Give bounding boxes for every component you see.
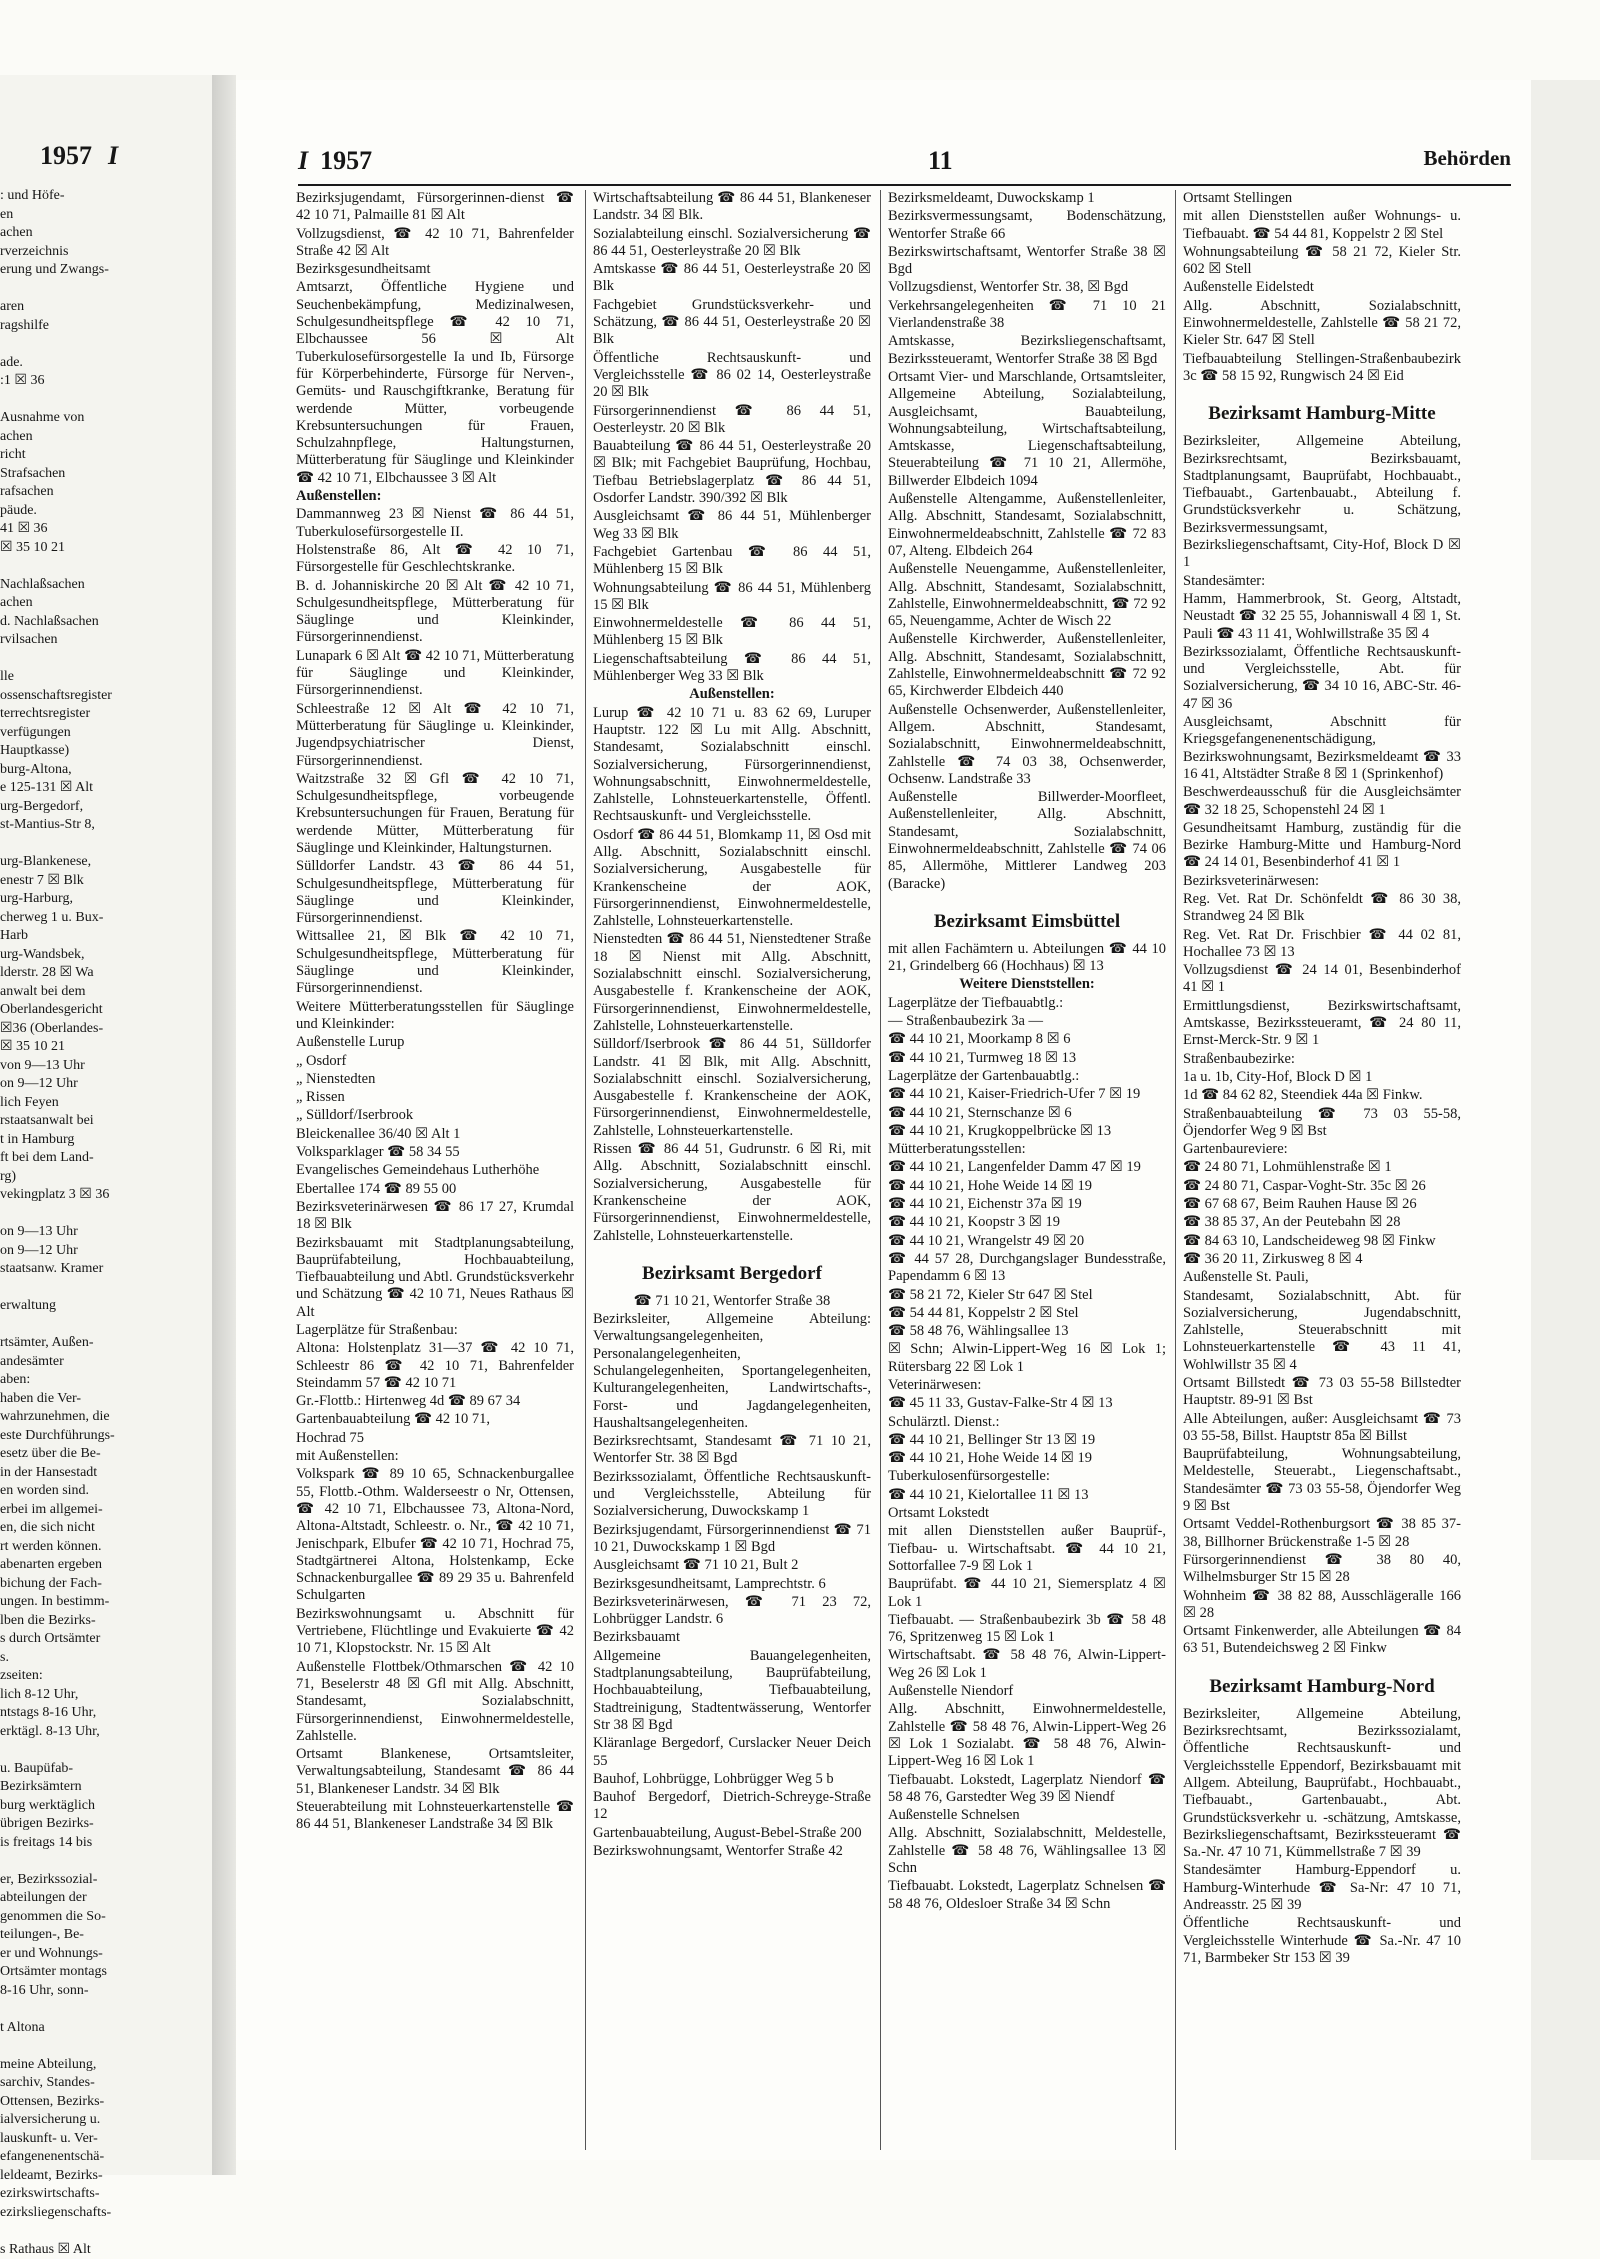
previous-page-line: aben: [0, 1371, 212, 1390]
directory-entry: Bezirksleiter, Allgemeine Abteilung, Bezirksrechtsamt, Bezirksbauamt, Stadtplanungsamt, Bauprüfabt, Hochbauabt., Tiefbauabt., Gartenbauabt., Abteilung f. Grundstücksverkehr u. Schätzung, Bezirksvermessungsamt, Bezirksliegenschaftsamt, City-Hof, Block D ☒ 1 [1183, 433, 1461, 571]
directory-entry: Bezirksjugendamt, Fürsorgerinnendienst ☎ 71 10 21, Duwockskamp 1 ☒ Bgd [593, 1522, 871, 1557]
directory-entry: Vollzugsdienst, Wentorfer Str. 38, ☒ Bgd [888, 279, 1166, 296]
previous-page-line: urg-Harburg, [0, 890, 212, 909]
directory-entry: Mütterberatungsstellen: [888, 1141, 1166, 1158]
previous-page-line: ragshilfe [0, 317, 212, 336]
directory-entry: Straßenbaubezirke: [1183, 1051, 1461, 1068]
directory-entry: Bezirkswohnungsamt u. Abschnitt für Vertriebene, Flüchtlinge und Evakuierte ☎ 42 10 71, Klopstockstr. Nr. 15 ☒ Alt [296, 1606, 574, 1658]
directory-entry: „ Sülldorf/Iserbrook [296, 1107, 574, 1124]
directory-entry: Allg. Abschnitt, Sozialabschnitt, Einwohnermeldestelle, Zahlstelle ☎ 58 21 72, Kieler Str. 647 ☒ Stell [1183, 298, 1461, 350]
previous-page-line: sarchiv, Standes- [0, 2074, 212, 2093]
directory-entry: ☎ 44 10 21, Langenfelder Damm 47 ☒ 19 [888, 1159, 1166, 1176]
district-heading: Bezirksamt Hamburg-Nord [1183, 1676, 1461, 1698]
directory-entry: Standesämter: [1183, 573, 1461, 590]
directory-entry: Tiefbauabt. Lokstedt, Lagerplatz Schnelsen ☎ 58 48 76, Oldesloer Straße 34 ☒ Schn [888, 1878, 1166, 1913]
directory-entry: ☎ 44 10 21, Moorkamp 8 ☒ 6 [888, 1031, 1166, 1048]
directory-entry: Vollzugsdienst, ☎ 42 10 71, Bahrenfelder Straße 42 ☒ Alt [296, 226, 574, 261]
directory-entry: Altona: Holstenplatz 31—37 ☎ 42 10 71, Schleestr 86 ☎ 42 10 71, Bahrenfelder Steindamm 57 ☎ 42 10 71 [296, 1340, 574, 1392]
directory-entry: Außenstelle Niendorf [888, 1683, 1166, 1700]
directory-entry: Gartenbauabteilung, August-Bebel-Straße 200 [593, 1825, 871, 1842]
directory-entry: Reg. Vet. Rat Dr. Frischbier ☎ 44 02 81, Hochallee 73 ☒ 13 [1183, 927, 1461, 962]
directory-entry: Bauprüfabt. ☎ 44 10 21, Siemersplatz 4 ☒ Lok 1 [888, 1576, 1166, 1611]
previous-page-line: d. Nachlaßsachen [0, 613, 212, 632]
directory-entry: Holstenstraße 86, Alt ☎ 42 10 71, Fürsorgestelle für Geschlechtskranke. [296, 542, 574, 577]
previous-page-line: andesämter [0, 1353, 212, 1372]
section-title: Behörden [1423, 146, 1511, 171]
previous-page-line: ungen. In bestimm- [0, 1593, 212, 1612]
column-4 [1183, 190, 1461, 2150]
previous-page-line: verfügungen [0, 724, 212, 743]
previous-page-line: erung und Zwangs- [0, 261, 212, 280]
directory-entry: Bezirksveterinärwesen ☎ 86 17 27, Krumdal 18 ☒ Blk [296, 1199, 574, 1234]
directory-entry: „ Osdorf [296, 1053, 574, 1070]
directory-entry: Lurup ☎ 42 10 71 u. 83 62 69, Luruper Hauptstr. 122 ☒ Lu mit Allg. Abschnitt, Standesamt, Sozialabschnitt einschl. Sozialversicherung, Fürsorgerinnendienst, Wohnungsabschnitt, Einwohnermeldestelle, Zahlstelle, Lohnsteuerkartenstelle, Öffentl. Rechtsauskunft- und Vergleichsstelle. [593, 705, 871, 826]
previous-page-line: on 9—12 Uhr [0, 1242, 212, 1261]
directory-entry: Ortsamt Finkenwerder, alle Abteilungen ☎ 84 63 51, Butendeichsweg 2 ☒ Finkw [1183, 1623, 1461, 1658]
directory-entry: Steuerabteilung mit Lohnsteuerkartenstelle ☎ 86 44 51, Blankeneser Landstraße 34 ☒ Blk [296, 1799, 574, 1834]
directory-entry: Kläranlage Bergedorf, Curslacker Neuer Deich 55 [593, 1735, 871, 1770]
column-2 [593, 190, 871, 2150]
directory-entry: Ausgleichsamt ☎ 86 44 51, Mühlenberger Weg 33 ☒ Blk [593, 508, 871, 543]
directory-entry: Öffentliche Rechtsauskunft- und Vergleichsstelle Winterhude ☎ Sa.-Nr. 47 10 71, Barmbeker Str 153 ☒ 39 [1183, 1915, 1461, 1967]
previous-page-line [0, 2037, 212, 2056]
page-number: 11 [928, 146, 953, 176]
directory-entry: ☎ 44 57 28, Durchgangslager Bundesstraße, Papendamm 6 ☒ 13 [888, 1251, 1166, 1286]
directory-entry: Verkehrsangelegenheiten ☎ 71 10 21 Vierlandenstraße 38 [888, 298, 1166, 333]
previous-page-line: burg werktäglich [0, 1797, 212, 1816]
previous-page-line: t in Hamburg [0, 1131, 212, 1150]
directory-entry: „ Nienstedten [296, 1071, 574, 1088]
directory-entry: Sülldorf/Iserbrook ☎ 86 44 51, Sülldorfer Landstr. 41 ☒ Blk, mit Allg. Abschnitt, Sozialabschnitt einschl. Sozialversicherung, Ausgabestelle f. Krankenscheine der AOK, Fürsorgerinnendienst, Einwohnermeldestelle, Zahlstelle, Lohnsteuerkartenstelle. [593, 1036, 871, 1140]
directory-entry: Gartenbaureviere: [1183, 1141, 1461, 1158]
directory-page [236, 80, 1531, 2160]
previous-page-line: esetz über die Be- [0, 1445, 212, 1464]
previous-page-line: urg-Bergedorf, [0, 798, 212, 817]
previous-page-line: von 9—13 Uhr [0, 1057, 212, 1076]
directory-entry: „ Rissen [296, 1089, 574, 1106]
directory-entry: ☎ 71 10 21, Wentorfer Straße 38 [593, 1293, 871, 1310]
previous-page-line: Hauptkasse) [0, 742, 212, 761]
previous-page-line: er, Bezirkssozial- [0, 1871, 212, 1890]
directory-entry: B. d. Johanniskirche 20 ☒ Alt ☎ 42 10 71, Schulgesundheitspflege, Mütterberatung für Säuglinge und Kleinkinder, Fürsorgerinnendienst. [296, 578, 574, 647]
directory-entry: ☒ Schn; Alwin-Lippert-Weg 16 ☒ Lok 1; Rütersbarg 22 ☒ Lok 1 [888, 1341, 1166, 1376]
previous-page-line: t Altona [0, 2019, 212, 2038]
previous-page-line: ft bei dem Land- [0, 1149, 212, 1168]
previous-page-line: richt [0, 446, 212, 465]
directory-entry: Fachgebiet Grundstücksverkehr- und Schätzung, ☎ 86 44 51, Oesterleystraße 20 ☒ Blk [593, 297, 871, 349]
directory-entry: Lagerplätze für Straßenbau: [296, 1322, 574, 1339]
directory-entry: Volkspark ☎ 89 10 65, Schnackenburgallee 55, Flottb.-Othm. Walderseestr o Nr, Ottensen, ☎ 42 10 71, Elbchaussee 73, Altona-Nord, Altona-Altstadt, Schleestr. o. Nr., ☎ 42 10 71, Jenischpark, Elbufer ☎ 42 10 71, Hochrad 75, Stadtgärtnerei Altona, Holstenkamp, Ecke Schnackenburgallee ☎ 89 29 35 u. Bahrenfeld Schulgarten [296, 1466, 574, 1604]
previous-page-line: Nachlaßsachen [0, 576, 212, 595]
directory-entry: 1d ☎ 84 62 82, Steendiek 44a ☒ Finkw. [1183, 1087, 1461, 1104]
previous-page-line: genommen die So- [0, 1908, 212, 1927]
previous-page-line: rg) [0, 1168, 212, 1187]
directory-entry: Osdorf ☎ 86 44 51, Blomkamp 11, ☒ Osd mit Allg. Abschnitt, Sozialabschnitt einschl. Sozialversicherung, Ausgabestelle für Krankenscheine der AOK, Fürsorgerinnendienst, Einwohnermeldestelle, Zahlstelle, Lohnsteuerkartenstelle. [593, 827, 871, 931]
directory-entry: Weitere Dienststellen: [888, 976, 1166, 993]
previous-page-line [0, 2222, 212, 2241]
directory-entry: Sozialabteilung einschl. Sozialversicherung ☎ 86 44 51, Oesterleystraße 20 ☒ Blk [593, 226, 871, 261]
directory-entry: ☎ 54 44 81, Koppelstr 2 ☒ Stel [888, 1305, 1166, 1322]
directory-entry: Lunapark 6 ☒ Alt ☎ 42 10 71, Mütterberatung für Säuglinge und Kleinkinder, Fürsorgerinnendienst. [296, 648, 574, 700]
directory-entry: ☎ 44 10 21, Turmweg 18 ☒ 13 [888, 1050, 1166, 1067]
directory-entry: Bezirkswohnungsamt, Wentorfer Straße 42 [593, 1843, 871, 1860]
previous-page-line: wahrzunehmen, die [0, 1408, 212, 1427]
previous-page-line: achen [0, 594, 212, 613]
directory-entry: Tiefbauabt. Lokstedt, Lagerplatz Niendorf ☎ 58 48 76, Garstedter Weg 39 ☒ Niendf [888, 1772, 1166, 1807]
page-edge [1531, 80, 1600, 2160]
previous-page-line: ☒ 35 10 21 [0, 1038, 212, 1057]
previous-page-line: 8-16 Uhr, sonn- [0, 1982, 212, 2001]
previous-page-line: ezirksliegenschafts- [0, 2204, 212, 2223]
column-divider [1175, 190, 1176, 2150]
previous-page-line: Ottensen, Bezirks- [0, 2093, 212, 2112]
previous-page-line: ☒ 35 10 21 [0, 539, 212, 558]
directory-entry: Tiefbauabt. — Straßenbaubezirk 3b ☎ 58 48 76, Spritzenweg 15 ☒ Lok 1 [888, 1612, 1166, 1647]
directory-entry: ☎ 38 85 37, An der Peutebahn ☒ 28 [1183, 1214, 1461, 1231]
previous-page-line: efangenenentschä- [0, 2148, 212, 2167]
previous-page-line: rt werden können. [0, 1538, 212, 1557]
previous-page-text [0, 187, 212, 2259]
previous-page-line: burg-Altona, [0, 761, 212, 780]
previous-page-line [0, 391, 212, 410]
directory-entry: Außenstelle Neuengamme, Außenstellenleiter, Allg. Abschnitt, Standesamt, Sozialabschnitt, Zahlstelle, Einwohnermeldeabschnitt, ☎ 72 92 65, Neuengamme, Achter de Wisch 22 [888, 561, 1166, 630]
directory-entry: Liegenschaftsabteilung ☎ 86 44 51, Mühlenberger Weg 33 ☒ Blk [593, 651, 871, 686]
previous-page-line [0, 2000, 212, 2019]
directory-entry: Bauhof Bergedorf, Dietrich-Schreyge-Straße 12 [593, 1789, 871, 1824]
previous-page-line: terrechtsregister [0, 705, 212, 724]
previous-page-line: is freitags 14 bis [0, 1834, 212, 1853]
directory-entry: Fürsorgerinnendienst ☎ 38 80 40, Wilhelmsburger Str 15 ☒ 28 [1183, 1552, 1461, 1587]
directory-entry: ☎ 36 20 11, Zirkusweg 8 ☒ 4 [1183, 1251, 1461, 1268]
directory-entry: ☎ 44 10 21, Krugkoppelbrücke ☒ 13 [888, 1123, 1166, 1140]
directory-entry: Fürsorgerinnendienst ☎ 86 44 51, Oesterleystr. 20 ☒ Blk [593, 403, 871, 438]
previous-page-line: 41 ☒ 36 [0, 520, 212, 539]
previous-page-line: ialversicherung u. [0, 2111, 212, 2130]
directory-entry: Wittsallee 21, ☒ Blk ☎ 42 10 71, Schulgesundheitspflege, Mütterberatung für Säuglinge und Kleinkinder, Fürsorgerinnendienst. [296, 928, 574, 997]
previous-page-line: : und Höfe- [0, 187, 212, 206]
directory-entry: Bezirksveterinärwesen: [1183, 873, 1461, 890]
directory-entry: Bauprüfabteilung, Wohnungsabteilung, Meldestelle, Steuerabt., Liegenschaftsabt., Standesämter ☎ 73 03 55-58, Öjendorfer Weg 9 ☒ Bst [1183, 1446, 1461, 1515]
header-rule [298, 184, 1511, 186]
previous-page-line: en worden sind. [0, 1482, 212, 1501]
previous-page-line: anwalt bei dem [0, 983, 212, 1002]
directory-entry: 1a u. 1b, City-Hof, Block D ☒ 1 [1183, 1069, 1461, 1086]
header-year: 1957 [320, 146, 372, 175]
directory-entry: Bauhof, Lohbrügge, Lohbrügger Weg 5 b [593, 1771, 871, 1788]
directory-entry: Ausgleichsamt, Abschnitt für Kriegsgefangenenentschädigung, Bezirkswohnungsamt, Bezirksmeldeamt ☎ 33 16 41, Altstädter Straße 8 ☒ 1 (Sprinkenhof) [1183, 714, 1461, 783]
directory-entry: Ausgleichsamt ☎ 71 10 21, Bult 2 [593, 1557, 871, 1574]
header-numeral: I [298, 146, 308, 175]
directory-entry: Außenstellen: [593, 686, 871, 703]
previous-page-line: staatsanw. Kramer [0, 1260, 212, 1279]
directory-entry: Bauabteilung ☎ 86 44 51, Oesterleystraße 20 ☒ Blk; mit Fachgebiet Bauprüfung, Hochbau, Tiefbau Betriebslagerplatz ☎ 86 44 51, Osdorfer Landstr. 390/392 ☒ Blk [593, 438, 871, 507]
directory-entry: ☎ 58 48 76, Wählingsallee 13 [888, 1323, 1166, 1340]
directory-entry: Hochrad 75 [296, 1430, 574, 1447]
directory-entry: Bezirksjugendamt, Fürsorgerinnen-dienst ☎ 42 10 71, Palmaille 81 ☒ Alt [296, 190, 574, 225]
directory-entry: Beschwerdeausschuß für die Ausgleichsämter ☎ 32 18 25, Schopenstehl 24 ☒ 1 [1183, 784, 1461, 819]
previous-page-line: achen [0, 428, 212, 447]
district-heading: Bezirksamt Eimsbüttel [888, 911, 1166, 933]
directory-entry: Öffentliche Rechtsauskunft- und Vergleichsstelle ☎ 86 02 14, Oesterleystraße 20 ☒ Blk [593, 350, 871, 402]
directory-entry: Außenstellen: [296, 488, 574, 505]
previous-page-line: on 9—13 Uhr [0, 1223, 212, 1242]
directory-entry: Amtskasse ☎ 86 44 51, Oesterleystraße 20 ☒ Blk [593, 261, 871, 296]
directory-entry: Tiefbauabteilung Stellingen-Straßenbaubezirk 3c ☎ 58 15 92, Rungwisch 24 ☒ Eid [1183, 351, 1461, 386]
column-1 [296, 190, 574, 2150]
previous-page-line: s Rathaus ☒ Alt [0, 2241, 212, 2259]
directory-entry: ☎ 44 10 21, Sternschanze ☒ 6 [888, 1105, 1166, 1122]
previous-page-header [40, 141, 202, 171]
previous-page-fragment [0, 75, 212, 2175]
previous-page-line: lich Feyen [0, 1094, 212, 1113]
previous-page-line: erbei im allgemei- [0, 1501, 212, 1520]
previous-page-line: urg-Blankenese, [0, 853, 212, 872]
previous-page-line: e 125-131 ☒ Alt [0, 779, 212, 798]
column-divider [880, 190, 881, 2150]
directory-entry: Ortsamt Veddel-Rothenburgsort ☎ 38 85 37-38, Billhorner Brückenstraße 1-5 ☒ 28 [1183, 1516, 1461, 1551]
district-heading: Bezirksamt Hamburg-Mitte [1183, 403, 1461, 425]
directory-entry: Wirtschaftsabt. ☎ 58 48 76, Alwin-Lippert-Weg 26 ☒ Lok 1 [888, 1647, 1166, 1682]
directory-entry: Ebertallee 174 ☎ 89 55 00 [296, 1181, 574, 1198]
directory-entry: Standesämter Hamburg-Eppendorf u. Hamburg-Winterhude ☎ Sa-Nr: 47 10 71, Andreasstr. 25 ☒ 39 [1183, 1862, 1461, 1914]
directory-entry: Außenstelle St. Pauli, [1183, 1269, 1461, 1286]
previous-page-line: rtsämter, Außen- [0, 1334, 212, 1353]
header-left [298, 146, 372, 176]
directory-entry: Fachgebiet Gartenbau ☎ 86 44 51, Mühlenberg 15 ☒ Blk [593, 544, 871, 579]
previous-page-line: ☒36 (Oberlandes- [0, 1020, 212, 1039]
directory-entry: Veterinärwesen: [888, 1377, 1166, 1394]
directory-entry: mit Außenstellen: [296, 1448, 574, 1465]
previous-page-line [0, 650, 212, 669]
column-3 [888, 190, 1166, 2150]
previous-page-line: päude. [0, 502, 212, 521]
directory-entry: Bezirksbauamt mit Stadtplanungsabteilung, Bauprüfabteilung, Hochbauabteilung, Tiefbauabteilung und Abtl. Grundstücksverkehr und Schätzung ☎ 42 10 71, Neues Rathaus ☒ Alt [296, 1235, 574, 1321]
directory-entry: Dammannweg 23 ☒ Nienst ☎ 86 44 51, Tuberkulosefürsorgestelle II. [296, 506, 574, 541]
directory-entry: mit allen Fachämtern u. Abteilungen ☎ 44 10 21, Grindelberg 66 (Hochhaus) ☒ 13 [888, 941, 1166, 976]
previous-page-line: Bezirksämtern [0, 1778, 212, 1797]
previous-page-line: vekingplatz 3 ☒ 36 [0, 1186, 212, 1205]
page-header [298, 146, 1511, 182]
directory-entry: Bezirksveterinärwesen, ☎ 71 23 72, Lohbrügger Landstr. 6 [593, 1594, 871, 1629]
directory-entry: Ortsamt Blankenese, Ortsamtsleiter, Verwaltungsabteilung, Standesamt ☎ 86 44 51, Blankeneser Landstr. 34 ☒ Blk [296, 1746, 574, 1798]
directory-entry: Allg. Abschnitt, Einwohnermeldestelle, Zahlstelle ☎ 58 48 76, Alwin-Lippert-Weg 26 ☒ Lok 1 Sozialabt. ☎ 58 48 76, Alwin-Lippert-Weg 16 ☒ Lok 1 [888, 1701, 1166, 1770]
directory-entry: Außenstelle Eidelstedt [1183, 279, 1461, 296]
directory-entry: ☎ 67 68 67, Beim Rauhen Hause ☒ 26 [1183, 1196, 1461, 1213]
previous-page-year: 1957 [40, 141, 92, 170]
previous-page-line: aren [0, 298, 212, 317]
directory-entry: Amtsarzt, Öffentliche Hygiene und Seuchenbekämpfung, Medizinalwesen, Schulgesundheitspflege ☎ 42 10 71, Elbchaussee 56 ☒ Alt Tuberkulosefürsorgestelle Ia und Ib, Fürsorge für Körperbehinderte, Fürsorge für Nerven-, Gemüts- und Rauschgiftkranke, Beratung für werdende Mütter, vorbeugende Krebsuntersuchungen für Frauen, Schulzahnpflege, Haltungsturnen, Mütterberatung für Säuglinge und Kleinkinder ☎ 42 10 71, Elbchaussee 3 ☒ Alt [296, 279, 574, 487]
previous-page-line [0, 1316, 212, 1335]
previous-page-line: s durch Ortsämter [0, 1630, 212, 1649]
directory-entry: Gr.-Flottb.: Hirtenweg 4d ☎ 89 67 34 [296, 1393, 574, 1410]
directory-entry: Bezirkswirtschaftsamt, Wentorfer Straße 38 ☒ Bgd [888, 244, 1166, 279]
directory-entry: Bezirkssozialamt, Öffentliche Rechtsauskunft- und Vergleichsstelle, Abt. für Sozialversicherung, ☎ 34 10 16, ABC-Str. 46-47 ☒ 36 [1183, 644, 1461, 713]
previous-page-line: en, die sich nicht [0, 1519, 212, 1538]
directory-entry: Bleickenallee 36/40 ☒ Alt 1 [296, 1126, 574, 1143]
previous-page-line: Strafsachen [0, 465, 212, 484]
directory-entry: Nienstedten ☎ 86 44 51, Nienstedtener Straße 18 ☒ Nienst mit Allg. Abschnitt, Sozialabschnitt einschl. Sozialversicherung, Ausgabestelle f. Krankenscheine der AOK, Fürsorgerinnendienst, Einwohnermeldestelle, Zahlstelle, Lohnsteuerkartenstelle. [593, 931, 871, 1035]
directory-entry: Einwohnermeldestelle ☎ 86 44 51, Mühlenberg 15 ☒ Blk [593, 615, 871, 650]
previous-page-line: lich 8-12 Uhr, [0, 1686, 212, 1705]
directory-entry: Bezirksleiter, Allgemeine Abteilung, Bezirksrechtsamt, Bezirkssozialamt, Öffentliche Rechtsauskunft- und Vergleichsstelle Eppendorf, Bezirksbauamt mit Allgem. Abteilung, Bauprüfabt., Hochbauabt., Tiefbauabt., Gartenbauabt., Abt. Grundstücksverkehr u. -schätzung, Amtskasse, Bezirksliegenschaftsamt, Bezirkssteueramt ☎ Sa.-Nr. 47 10 71, Kümmellstraße 7 ☒ 39 [1183, 1706, 1461, 1862]
directory-entry: Außenstelle Lurup [296, 1034, 574, 1051]
previous-page-line: rvilsachen [0, 631, 212, 650]
directory-entry: Ortsamt Billstedt ☎ 73 03 55-58 Billstedter Hauptstr. 89-91 ☒ Bst [1183, 1375, 1461, 1410]
previous-page-line: er und Wohnungs- [0, 1945, 212, 1964]
previous-page-line: Ortsämter montags [0, 1963, 212, 1982]
directory-entry: Evangelisches Gemeindehaus Lutherhöhe [296, 1162, 574, 1179]
directory-entry: ☎ 44 10 21, Hohe Weide 14 ☒ 19 [888, 1178, 1166, 1195]
previous-page-line [0, 335, 212, 354]
directory-entry: Vollzugsdienst ☎ 24 14 01, Besenbinderhof 41 ☒ 1 [1183, 962, 1461, 997]
previous-page-line: lle [0, 668, 212, 687]
previous-page-line: haben die Ver- [0, 1390, 212, 1409]
directory-entry: Wirtschaftsabteilung ☎ 86 44 51, Blankeneser Landstr. 34 ☒ Blk. [593, 190, 871, 225]
previous-page-line [0, 280, 212, 299]
previous-page-line: on 9—12 Uhr [0, 1075, 212, 1094]
previous-page-line: este Durchführungs- [0, 1427, 212, 1446]
previous-page-line: ntstags 8-16 Uhr, [0, 1704, 212, 1723]
directory-entry: Reg. Vet. Rat Dr. Schönfeldt ☎ 86 30 38, Strandweg 24 ☒ Blk [1183, 891, 1461, 926]
directory-entry: ☎ 44 10 21, Bellinger Str 13 ☒ 19 [888, 1432, 1166, 1449]
column-divider [585, 190, 586, 2150]
previous-page-line: cherweg 1 u. Bux- [0, 909, 212, 928]
previous-page-line: ezirkswirtschafts- [0, 2185, 212, 2204]
directory-entry: ☎ 44 10 21, Koopstr 3 ☒ 19 [888, 1214, 1166, 1231]
directory-entry: Alle Abteilungen, außer: Ausgleichsamt ☎ 73 03 55-58, Billst. Hauptstr 85a ☒ Billst [1183, 1411, 1461, 1446]
previous-page-line: lben die Bezirks- [0, 1612, 212, 1631]
previous-page-line: rstaatsanwalt bei [0, 1112, 212, 1131]
directory-entry: Sülldorfer Landstr. 43 ☎ 86 44 51, Schulgesundheitspflege, Mütterberatung für Säuglinge und Kleinkinder, Fürsorgerinnendienst. [296, 858, 574, 927]
directory-entry: Amtskasse, Bezirksliegenschaftsamt, Bezirkssteueramt, Wentorfer Straße 38 ☒ Bgd [888, 333, 1166, 368]
directory-entry: Straßenbauabteilung ☎ 73 03 55-58, Öjendorfer Weg 9 ☒ Bst [1183, 1106, 1461, 1141]
previous-page-line: übrigen Bezirks- [0, 1815, 212, 1834]
directory-entry: Ortsamt Vier- und Marschlande, Ortsamtsleiter, Allgemeine Abteilung, Sozialabteilung, Ausgleichsamt, Bauabteilung, Wohnungsabteilung, Wirtschaftsabteilung, Amtskasse, Liegenschaftsabteilung, Steuerabteilung ☎ 71 10 21, Allermöhe, Billwerder Elbdeich 1094 [888, 369, 1166, 490]
previous-page-line: zseiten: [0, 1667, 212, 1686]
directory-entry: Bezirksrechtsamt, Standesamt ☎ 71 10 21, Wentorfer Str. 38 ☒ Bgd [593, 1433, 871, 1468]
directory-entry: ☎ 84 63 10, Landscheideweg 98 ☒ Finkw [1183, 1233, 1461, 1250]
previous-page-line: leldeamt, Bezirks- [0, 2167, 212, 2186]
directory-entry: Gesundheitsamt Hamburg, zuständig für die Bezirke Hamburg-Mitte und Hamburg-Nord ☎ 24 14 01, Besenbinderhof 41 ☒ 1 [1183, 820, 1461, 872]
previous-page-line [0, 1741, 212, 1760]
directory-entry: mit allen Dienststellen außer Wohnungs- u. Tiefbauabt. ☎ 54 44 81, Koppelstr 2 ☒ Stel [1183, 208, 1461, 243]
book-gutter [212, 75, 236, 2175]
directory-entry: Ortsamt Stellingen [1183, 190, 1461, 207]
directory-entry: Volksparklager ☎ 58 34 55 [296, 1144, 574, 1161]
directory-entry: Hamm, Hammerbrook, St. Georg, Altstadt, Neustadt ☎ 32 25 55, Johanniswall 4 ☒ 1, St. Pauli ☎ 43 11 41, Wohlwillstraße 35 ☒ 4 [1183, 591, 1461, 643]
directory-entry: ☎ 44 10 21, Hohe Weide 14 ☒ 19 [888, 1450, 1166, 1467]
directory-entry: Bezirksmeldeamt, Duwockskamp 1 [888, 190, 1166, 207]
directory-entry: Wohnungsabteilung ☎ 58 21 72, Kieler Str. 602 ☒ Stell [1183, 244, 1461, 279]
directory-entry: Außenstelle Schnelsen [888, 1807, 1166, 1824]
directory-entry: ☎ 44 10 21, Kaiser-Friedrich-Ufer 7 ☒ 19 [888, 1086, 1166, 1103]
previous-page-numeral: I [108, 141, 118, 170]
directory-entry: Außenstelle Ochsenwerder, Außenstellenleiter, Allgem. Abschnitt, Standesamt, Sozialabschnitt, Einwohnermeldeabschnitt, Zahlstelle ☎ 74 03 38, Ochsenwerder, Ochsenw. Landstraße 33 [888, 702, 1166, 788]
directory-entry: Bezirksgesundheitsamt, Lamprechtstr. 6 [593, 1576, 871, 1593]
directory-entry: Allg. Abschnitt, Sozialabschnitt, Meldestelle, Zahlstelle ☎ 58 48 76, Wählingsallee 13 ☒ Schn [888, 1825, 1166, 1877]
directory-entry: Allgemeine Bauangelegenheiten, Stadtplanungsabteilung, Bauprüfabteilung, Hochbauabteilung, Tiefbauabteilung, Stadtreinigung, Stadtentwässerung, Wentorfer Str 38 ☒ Bgd [593, 1648, 871, 1734]
directory-entry: Ermittlungsdienst, Bezirkswirtschaftsamt, Amtskasse, Bezirkssteueramt, ☎ 24 80 11, Ernst-Merck-Str. 9 ☒ 1 [1183, 998, 1461, 1050]
directory-entry: Bezirksleiter, Allgemeine Abteilung: Verwaltungsangelegenheiten, Personalangelegenheiten, Schulangelegenheiten, Sportangelegenheiten, Kulturangelegenheiten, Landwirtschafts-, Forst- und Jagdangelegenheiten, Haushaltsangelegenheiten. [593, 1311, 871, 1432]
directory-entry: Außenstelle Flottbek/Othmarschen ☎ 42 10 71, Beselerstr 48 ☒ Gfl mit Allg. Abschnitt, Standesamt, Sozialabschnitt, Fürsorgerinnendienst, Einwohnermeldestelle, Zahlstelle. [296, 1659, 574, 1745]
directory-entry: ☎ 45 11 33, Gustav-Falke-Str 4 ☒ 13 [888, 1395, 1166, 1412]
previous-page-line [0, 835, 212, 854]
previous-page-line: :1 ☒ 36 [0, 372, 212, 391]
directory-entry: — Straßenbaubezirk 3a — [888, 1013, 1166, 1030]
directory-entry: Außenstelle Altengamme, Außenstellenleiter, Allg. Abschnitt, Standesamt, Sozialabschnitt, Einwohnermeldeabschnitt, Zahlstelle ☎ 72 83 07, Alteng. Elbdeich 264 [888, 491, 1166, 560]
directory-entry: Wohnheim ☎ 38 82 88, Ausschlägeralle 166 ☒ 28 [1183, 1588, 1461, 1623]
directory-entry: Bezirksgesundheitsamt [296, 261, 574, 278]
directory-entry: ☎ 58 21 72, Kieler Str 647 ☒ Stel [888, 1287, 1166, 1304]
directory-entry: Wohnungsabteilung ☎ 86 44 51, Mühlenberg 15 ☒ Blk [593, 580, 871, 615]
previous-page-line: Oberlandesgericht [0, 1001, 212, 1020]
previous-page-line: in der Hansestadt [0, 1464, 212, 1483]
directory-entry: Lagerplätze der Gartenbauabtlg.: [888, 1068, 1166, 1085]
directory-entry: Schleestraße 12 ☒ Alt ☎ 42 10 71, Mütterberatung für Säuglinge u. Kleinkinder, Jugendpsychiatrischer Dienst, Fürsorgerinnendienst. [296, 701, 574, 770]
directory-entry: Außenstelle Billwerder-Moorfleet, Außenstellenleiter, Allg. Abschnitt, Standesamt, Sozialabschnitt, Einwohnermeldeabschnitt, Zahlstelle ☎ 74 06 85, Allermöhe, Mittlerer Landweg 203 (Baracke) [888, 789, 1166, 893]
previous-page-line: ossenschaftsregister [0, 687, 212, 706]
directory-entry: ☎ 44 10 21, Eichenstr 37a ☒ 19 [888, 1196, 1166, 1213]
previous-page-line: abenarten ergeben [0, 1556, 212, 1575]
directory-entry: Bezirksvermessungsamt, Bodenschätzung, Wentorfer Straße 66 [888, 208, 1166, 243]
directory-entry: Weitere Mütterberatungsstellen für Säuglinge und Kleinkinder: [296, 999, 574, 1034]
previous-page-line: en [0, 206, 212, 225]
previous-page-line: Ausnahme von [0, 409, 212, 428]
previous-page-line: ade. [0, 354, 212, 373]
directory-entry: Standesamt, Sozialabschnitt, Abt. für Sozialversicherung, Jugendabschnitt, Zahlstelle, Steuerabschnitt mit Lohnsteuerkartenstelle ☎ 43 11 41, Wohlwillstr 35 ☒ 4 [1183, 1288, 1461, 1374]
directory-entry: Ortsamt Lokstedt [888, 1505, 1166, 1522]
previous-page-line: bichung der Fach- [0, 1575, 212, 1594]
previous-page-line: lauskunft- u. Ver- [0, 2130, 212, 2149]
directory-entry: mit allen Dienststellen außer Bauprüf-, Tiefbau- u. Wirtschaftsabt. ☎ 44 10 21, Sottorfallee 7-9 ☒ Lok 1 [888, 1523, 1166, 1575]
previous-page-line: Harb [0, 927, 212, 946]
directory-entry: ☎ 24 80 71, Lohmühlenstraße ☒ 1 [1183, 1159, 1461, 1176]
directory-entry: Tuberkulosenfürsorgestelle: [888, 1468, 1166, 1485]
previous-page-line: teilungen-, Be- [0, 1926, 212, 1945]
previous-page-line: achen [0, 224, 212, 243]
directory-entry: Bezirksbauamt [593, 1629, 871, 1646]
previous-page-line: urg-Wandsbek, [0, 946, 212, 965]
previous-page-line: st-Mantius-Str 8, [0, 816, 212, 835]
previous-page-line: meine Abteilung, [0, 2056, 212, 2075]
previous-page-line [0, 557, 212, 576]
directory-entry: Rissen ☎ 86 44 51, Gudrunstr. 6 ☒ Ri, mit Allg. Abschnitt, Sozialabschnitt einschl. Sozialversicherung, Ausgabestelle für Krankenscheine der AOK, Fürsorgerinnendienst, Einwohnermeldestelle, Zahlstelle, Lohnsteuerkartenstelle. [593, 1141, 871, 1245]
previous-page-line [0, 1205, 212, 1224]
directory-entry: Lagerplätze der Tiefbauabtlg.: [888, 995, 1166, 1012]
previous-page-line: erktägl. 8-13 Uhr, [0, 1723, 212, 1742]
district-heading: Bezirksamt Bergedorf [593, 1263, 871, 1285]
directory-entry: Gartenbauabteilung ☎ 42 10 71, [296, 1411, 574, 1428]
directory-entry: Schulärztl. Dienst.: [888, 1414, 1166, 1431]
directory-entry: Außenstelle Kirchwerder, Außenstellenleiter, Allg. Abschnitt, Standesamt, Sozialabschnitt, Zahlstelle, Einwohnermeldeabschnitt ☎ 72 92 65, Kirchwerder Elbdeich 440 [888, 631, 1166, 700]
previous-page-line: lderstr. 28 ☒ Wa [0, 964, 212, 983]
directory-entry: Waitzstraße 32 ☒ Gfl ☎ 42 10 71, Schulgesundheitspflege, vorbeugende Krebsuntersuchungen für Frauen, Beratung für werdende Mütter, Mütterberatung für Säuglinge und Kleinkinder, Haltungsturnen. [296, 771, 574, 857]
previous-page-line [0, 1279, 212, 1298]
directory-entry: ☎ 44 10 21, Wrangelstr 49 ☒ 20 [888, 1233, 1166, 1250]
previous-page-line: erwaltung [0, 1297, 212, 1316]
previous-page-line [0, 1852, 212, 1871]
previous-page-line: u. Baupüfab- [0, 1760, 212, 1779]
directory-entry: Bezirkssozialamt, Öffentliche Rechtsauskunft- und Vergleichsstelle, Abteilung für Sozialversicherung, Duwockskamp 1 [593, 1469, 871, 1521]
previous-page-line: rverzeichnis [0, 243, 212, 262]
previous-page-line: rafsachen [0, 483, 212, 502]
directory-entry: ☎ 44 10 21, Kielortallee 11 ☒ 13 [888, 1487, 1166, 1504]
previous-page-line: abteilungen der [0, 1889, 212, 1908]
previous-page-line: enestr 7 ☒ Blk [0, 872, 212, 891]
directory-entry: ☎ 24 80 71, Caspar-Voght-Str. 35c ☒ 26 [1183, 1178, 1461, 1195]
previous-page-line: s. [0, 1649, 212, 1668]
